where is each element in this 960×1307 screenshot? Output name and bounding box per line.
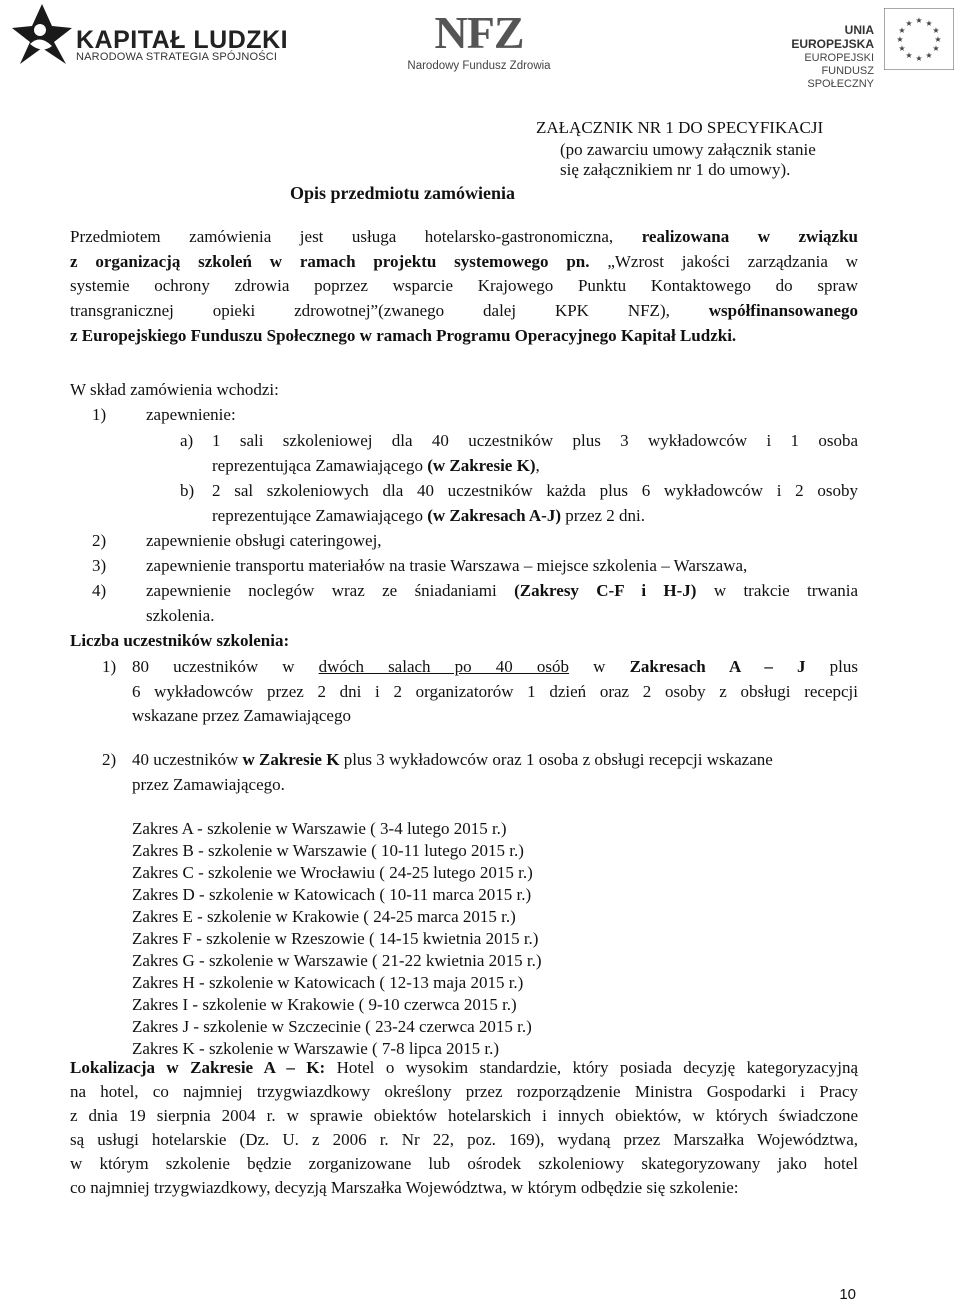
participants-1-bold: Zakresach A – J bbox=[629, 657, 806, 676]
nfz-subtitle: Narodowy Fundusz Zdrowia bbox=[407, 60, 551, 72]
scope-item-3-number: 3) bbox=[92, 556, 107, 575]
svg-text:★: ★ bbox=[932, 26, 940, 35]
kapital-ludzki-title: KAPITAŁ LUDZKI bbox=[76, 26, 289, 54]
scope-a-number: a) bbox=[180, 431, 194, 450]
lokalizacja-line1 bbox=[70, 1056, 858, 1080]
scope-b-text-part: reprezentujące Zamawiającego bbox=[212, 505, 423, 525]
participants-1-text: w bbox=[593, 657, 606, 676]
svg-text:★: ★ bbox=[905, 19, 913, 28]
list-item: Zakres B - szkolenie w Warszawie ( 10-11 lutego 2015 r.) bbox=[132, 841, 524, 860]
scope-b-text bbox=[212, 479, 858, 528]
list-item: Zakres C - szkolenie we Wrocławiu ( 24-25 lutego 2015 r.) bbox=[132, 863, 533, 882]
intro-text: Przedmiotem zamówienia jest usługa hotelarsko-gastronomiczna, bbox=[70, 227, 614, 246]
scope-b-bold: (w Zakresach A-J) bbox=[427, 505, 561, 525]
scope-item-4-bold: (Zakresy C-F i H-J) bbox=[514, 581, 697, 600]
scope-item-4-tail: w trakcie trwania bbox=[713, 581, 859, 600]
scope-a-bold: (w Zakresie K) bbox=[427, 455, 536, 475]
intro-line5: z Europejskiego Funduszu Społecznego w ramach Programu Operacyjnego Kapitał Ludzki. bbox=[70, 325, 737, 345]
list-item: Zakres E - szkolenie w Krakowie ( 24-25 marca 2015 r.) bbox=[132, 907, 516, 926]
lokalizacja-line5: w którym szkolenie będzie zorganizowane lub ośrodek szkoleniowy skategoryzowany jako hotel bbox=[70, 1154, 858, 1173]
svg-text:★: ★ bbox=[898, 26, 906, 35]
participants-2-number: 2) bbox=[102, 750, 117, 769]
annex-line1: ZAŁĄCZNIK NR 1 DO SPECYFIKACJI bbox=[536, 118, 824, 137]
intro-line1 bbox=[70, 225, 858, 250]
svg-text:★: ★ bbox=[915, 54, 923, 63]
list-item: Zakres A - szkolenie w Warszawie ( 3-4 lutego 2015 r.) bbox=[132, 819, 507, 838]
participants-2-bold: w Zakresie K bbox=[242, 750, 340, 769]
eu-line1: UNIA EUROPEJSKA bbox=[791, 23, 874, 51]
zakresy-list bbox=[132, 818, 542, 1060]
nfz-wordmark: NFZ bbox=[434, 7, 524, 58]
list-item: Zakres D - szkolenie w Katowicach ( 10-11 marca 2015 r.) bbox=[132, 885, 532, 904]
participants-1-text: plus bbox=[829, 657, 858, 676]
scope-b-tail: przez 2 dni. bbox=[561, 505, 646, 525]
lokalizacja-line4: są usługi hotelarskie (Dz. U. z 2006 r. Nr 22, poz. 169), wydaną przez Marszałka Województwa, bbox=[70, 1130, 858, 1149]
intro-text: transgranicznej opieki zdrowotnej”(zwanego dalej KPK NFZ), bbox=[70, 301, 670, 321]
eu-line3: FUNDUSZ SPOŁECZNY bbox=[807, 65, 874, 90]
participants-2-line2: przez Zamawiającego. bbox=[132, 774, 285, 794]
lokalizacja-line2: na hotel, co najmniej trzygwiazdkowy określony przez rozporządzenie Ministra Gospodarki i Pracy bbox=[70, 1082, 858, 1101]
intro-line4 bbox=[70, 299, 858, 324]
scope-b-line1: 2 sal szkoleniowych dla 40 uczestników każda plus 6 wykładowców i 2 osoby bbox=[212, 481, 858, 500]
annex-line3: się załącznikiem nr 1 do umowy). bbox=[560, 160, 791, 179]
participants-heading: Liczba uczestników szkolenia: bbox=[70, 631, 290, 650]
participants-1-underline: dwóch salach po 40 osób bbox=[318, 657, 570, 676]
list-item: Zakres J - szkolenie w Szczecinie ( 23-24 czerwca 2015 r.) bbox=[132, 1017, 532, 1036]
list-item: Zakres I - szkolenie w Krakowie ( 9-10 czerwca 2015 r.) bbox=[132, 995, 517, 1014]
scope-item-2-number: 2) bbox=[92, 531, 107, 550]
intro-bold: z organizacją szkoleń w ramach projektu systemowego pn. bbox=[70, 251, 590, 271]
intro-paragraph bbox=[70, 225, 858, 349]
document-title: Opis przedmiotu zamówienia bbox=[290, 183, 515, 203]
eu-logo-text bbox=[770, 24, 874, 91]
scope-a-line2 bbox=[212, 454, 858, 479]
svg-text:★: ★ bbox=[932, 44, 940, 53]
scope-b-number: b) bbox=[180, 481, 195, 500]
scope-item-4-number: 4) bbox=[92, 581, 107, 600]
participants-2-tail: plus 3 wykładowców oraz 1 osoba z obsługi recepcji wskazane bbox=[343, 750, 773, 769]
intro-bold: współfinansowanego bbox=[708, 301, 858, 321]
participants-1 bbox=[132, 655, 858, 729]
scope-item-3: zapewnienie transportu materiałów na trasie Warszawa – miejsce szkolenia – Warszawa, bbox=[146, 556, 748, 575]
participants-2-text: 40 uczestników bbox=[132, 750, 239, 769]
scope-heading: W skład zamówienia wchodzi: bbox=[70, 380, 279, 399]
scope-item-4-line1 bbox=[146, 579, 858, 604]
intro-line3: systemie ochrony zdrowia poprzez wsparcie Krajowego Punktu Kontaktowego do spraw bbox=[70, 276, 858, 296]
participants-1-line3: wskazane przez Zamawiającego bbox=[132, 706, 351, 725]
header-logos bbox=[0, 0, 960, 90]
lokalizacja-bold: Lokalizacja w Zakresie A – K: bbox=[70, 1058, 326, 1077]
kapital-ludzki-subtitle: NARODOWA STRATEGIA SPÓJNOŚCI bbox=[76, 51, 278, 63]
scope-a-line1: 1 sali szkoleniowej dla 40 uczestników plus 3 wykładowców i 1 osoba bbox=[212, 431, 858, 450]
participants-2 bbox=[132, 748, 858, 797]
scope-item-4 bbox=[146, 579, 858, 628]
scope-b-line2 bbox=[212, 504, 858, 529]
participants-2-line1 bbox=[132, 748, 858, 773]
list-item: Zakres F - szkolenie w Rzeszowie ( 14-15 kwietnia 2015 r.) bbox=[132, 929, 539, 948]
svg-text:★: ★ bbox=[905, 51, 913, 60]
svg-text:★: ★ bbox=[898, 44, 906, 53]
annex-line2: (po zawarciu umowy załącznik stanie bbox=[560, 140, 816, 159]
lokalizacja-text: Hotel o wysokim standardzie, który posiada decyzję kategoryzacyjną bbox=[336, 1058, 859, 1077]
scope-item-1: zapewnienie: bbox=[146, 405, 236, 424]
eu-flag-icon bbox=[884, 8, 954, 70]
lokalizacja-paragraph bbox=[70, 1056, 858, 1200]
svg-text:★: ★ bbox=[925, 19, 933, 28]
svg-text:★: ★ bbox=[896, 35, 904, 44]
annex-header bbox=[532, 116, 823, 180]
scope-item-4-line2: szkolenia. bbox=[146, 605, 215, 625]
star-figure-icon bbox=[12, 4, 72, 64]
nfz-logo bbox=[404, 7, 554, 80]
list-item: Zakres K - szkolenie w Warszawie ( 7-8 lipca 2015 r.) bbox=[132, 1039, 499, 1058]
lokalizacja-line6: co najmniej trzygwiazdkowy, decyzją Marszałka Województwa, w którym odbędzie się szkolenie: bbox=[70, 1178, 739, 1197]
intro-bold: realizowana w związku bbox=[641, 227, 858, 246]
lokalizacja-line3: z dnia 19 sierpnia 2004 r. w sprawie obiektów hotelarskich i innych obiektów, w których świadczone bbox=[70, 1106, 858, 1125]
participants-1-text: 80 uczestników w bbox=[132, 657, 295, 676]
page-number: 10 bbox=[839, 1286, 856, 1303]
scope-item-4-text: zapewnienie noclegów wraz ze śniadaniami bbox=[146, 581, 497, 600]
scope-item-2: zapewnienie obsługi cateringowej, bbox=[146, 531, 382, 550]
participants-1-number: 1) bbox=[102, 657, 117, 676]
list-item: Zakres G - szkolenie w Warszawie ( 21-22 kwietnia 2015 r.) bbox=[132, 951, 542, 970]
list-item: Zakres H - szkolenie w Katowicach ( 12-13 maja 2015 r.) bbox=[132, 973, 524, 992]
scope-a-text-part: reprezentująca Zamawiającego bbox=[212, 455, 423, 475]
svg-text:★: ★ bbox=[925, 51, 933, 60]
svg-text:★: ★ bbox=[934, 35, 942, 44]
intro-line2 bbox=[70, 250, 858, 275]
scope-a-text bbox=[212, 429, 858, 478]
svg-text:★: ★ bbox=[915, 16, 923, 25]
participants-1-line2: 6 wykładowców przez 2 dni i 2 organizatorów 1 dzień oraz 2 osoby z obsługi recepcji bbox=[132, 681, 858, 701]
intro-text: „Wzrost jakości zarządzania w bbox=[607, 251, 858, 271]
participants-1-line1 bbox=[132, 655, 858, 680]
scope-a-comma: , bbox=[535, 455, 540, 475]
scope-item-1-number: 1) bbox=[92, 405, 107, 424]
eu-line2: EUROPEJSKI bbox=[804, 52, 874, 64]
